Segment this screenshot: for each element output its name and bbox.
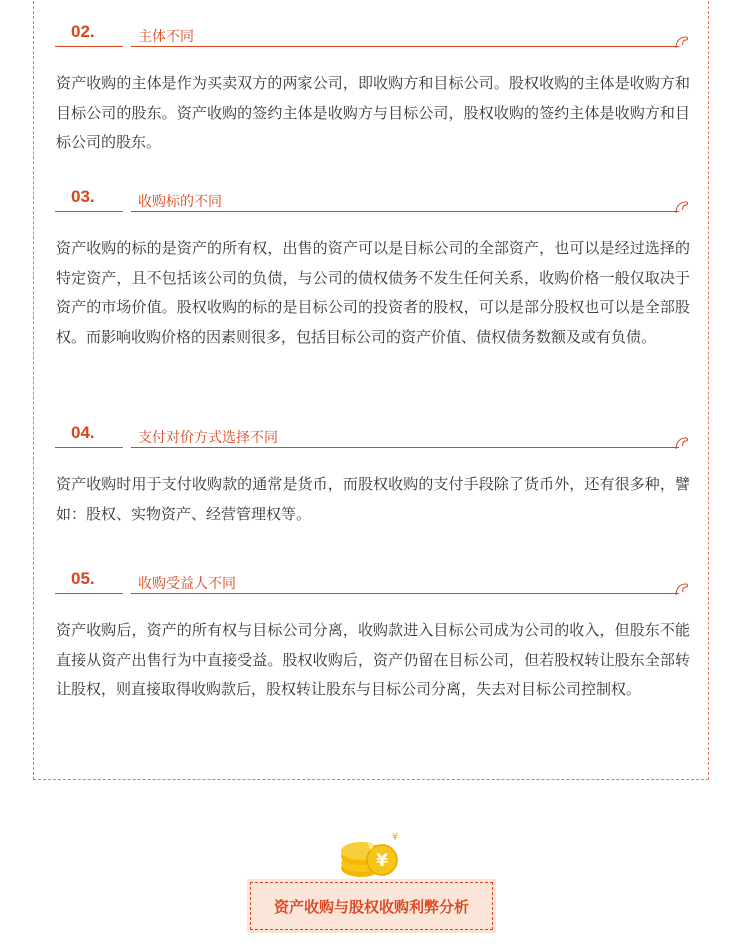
divider [55, 593, 123, 594]
divider [131, 46, 679, 47]
footer-badge [247, 879, 496, 933]
section-body-03: 资产收购的标的是资产的所有权，出售的资产可以是目标公司的全部资产，也可以是经过选择的特定资产，且不包括该公司的负债，与公司的债权债务不发生任何关系，收购价格一般仅取决于资产的市场价值。股权收购的标的是目标公司的投资者的股权，可以是部分股权也可以是全部股权。而影响收购价格的因素则很多，包括目标公司的资产价值、债权债务数额及或有负债。 [56, 239, 690, 346]
section-number: 03. [71, 187, 95, 206]
curl-ornament-icon [675, 35, 689, 49]
coins-icon [335, 830, 411, 882]
section-number: 04. [71, 423, 95, 442]
section-body-02: 资产收购的主体是作为买卖双方的两家公司，即收购方和目标公司。股权收购的主体是收购方和目标公司的股东。资产收购的签约主体是收购方与目标公司，股权收购的签约主体是收购方和目标公司的股东。 [56, 74, 690, 151]
section-number: 05. [71, 569, 95, 588]
curl-ornament-icon [675, 436, 689, 450]
section-title: 支付对价方式选择不同 [138, 430, 278, 446]
section-header-03 [55, 187, 687, 215]
section-body-05: 资产收购后，资产的所有权与目标公司分离，收购款进入目标公司成为公司的收入，但股东不能直接从资产出售行为中直接受益。股权收购后，资产仍留在目标公司，但若股权转让股东全部转让股权，则直接取得收购款后，股权转让股东与目标公司分离，失去对目标公司控制权。 [56, 621, 690, 698]
section-header-05 [55, 569, 687, 597]
curl-ornament-icon [675, 200, 689, 214]
section-title: 收购标的不同 [138, 194, 222, 210]
coin-symbol: ¥ [376, 851, 388, 871]
coin-symbol-sparkle: ¥ [391, 832, 399, 843]
footer-title: 资产收购与股权收购利弊分析 [250, 882, 493, 930]
section-body-04: 资产收购时用于支付收购款的通常是货币，而股权收购的支付手段除了货币外，还有很多种，譬如：股权、实物资产、经营管理权等。 [56, 475, 690, 523]
divider [55, 46, 123, 47]
footer [0, 830, 745, 948]
divider [55, 447, 123, 448]
divider [131, 447, 679, 448]
coin-symbol-small: ¥ [367, 842, 375, 853]
divider [55, 211, 123, 212]
section-number: 02. [71, 22, 95, 41]
section-title: 收购受益人不同 [138, 576, 236, 592]
divider [131, 593, 679, 594]
section-header-04 [55, 423, 687, 451]
divider [131, 211, 679, 212]
section-header-02 [55, 22, 687, 50]
section-title: 主体不同 [138, 29, 194, 45]
curl-ornament-icon [675, 582, 689, 596]
